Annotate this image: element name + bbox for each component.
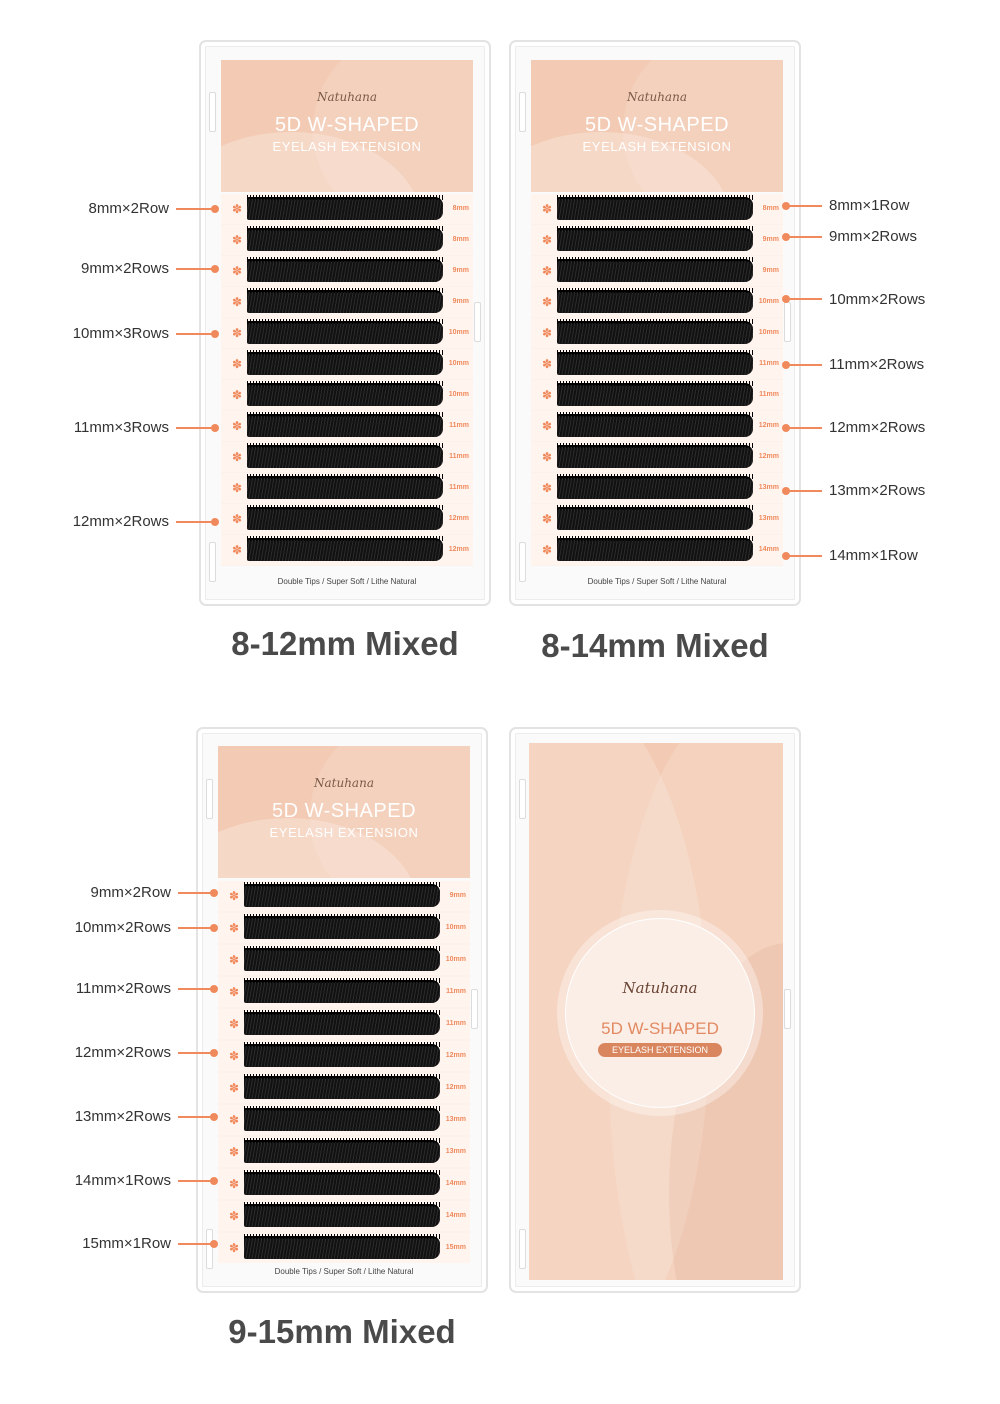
callout-label: 10mm×2Rows	[829, 291, 926, 308]
tray-clip	[519, 779, 526, 819]
lash-strip: ✽ 11mm	[218, 1009, 470, 1039]
lash-strip: ✽ 8mm	[531, 194, 783, 224]
tray-header-card	[531, 60, 783, 192]
callout-line	[176, 427, 216, 429]
lash-tray-8-14	[509, 40, 801, 606]
lash-strip: ✽ 11mm	[531, 380, 783, 410]
product-title: 5D W-SHAPED	[271, 800, 417, 822]
lash-strip: ✽ 12mm	[531, 411, 783, 441]
product-title: 5D W-SHAPED	[601, 1019, 719, 1038]
flower-icon: ✽	[228, 1049, 240, 1063]
tray-clip	[784, 302, 791, 342]
brand-logo: Natuhana	[622, 979, 698, 997]
callout-dot	[210, 1177, 218, 1185]
callout-dot	[211, 330, 219, 338]
callout-dot	[211, 265, 219, 273]
lash-strip-area	[221, 194, 473, 566]
lash-strip: ✽ 10mm	[218, 945, 470, 975]
callout-dot	[211, 424, 219, 432]
tray-clip	[474, 302, 481, 342]
flower-icon: ✽	[231, 233, 243, 247]
callout-line	[176, 521, 216, 523]
tray-clip	[519, 92, 526, 132]
tray-footer: Double Tips / Super Soft / Lithe Natural	[587, 577, 727, 586]
tray-clip	[206, 779, 213, 819]
flower-icon: ✽	[231, 357, 243, 371]
lash-strip: ✽ 10mm	[221, 349, 473, 379]
flower-icon: ✽	[541, 357, 553, 371]
callout-line	[178, 1243, 214, 1245]
callout-line	[178, 1052, 214, 1054]
lash-strip: ✽ 14mm	[531, 535, 783, 565]
flower-icon: ✽	[228, 953, 240, 967]
lash-strip: ✽ 10mm	[221, 380, 473, 410]
flower-icon: ✽	[228, 1177, 240, 1191]
flower-icon: ✽	[228, 1081, 240, 1095]
callout-label: 9mm×2Row	[90, 884, 171, 901]
lash-strip-area	[531, 194, 783, 566]
lash-strip: ✽ 13mm	[218, 1105, 470, 1135]
flower-icon: ✽	[228, 1017, 240, 1031]
flower-icon: ✽	[231, 512, 243, 526]
callout-line	[786, 364, 822, 366]
lash-strip: ✽ 9mm	[221, 287, 473, 317]
callout-line	[176, 208, 216, 210]
brand-logo: Natuhana	[627, 90, 687, 104]
lash-strip: ✽ 11mm	[531, 349, 783, 379]
callout-line	[178, 892, 214, 894]
flower-icon: ✽	[541, 326, 553, 340]
tray-caption: 9-15mm Mixed	[228, 1313, 456, 1350]
callout-label: 11mm×3Rows	[73, 419, 169, 436]
brand-logo: Natuhana	[317, 90, 377, 104]
flower-icon: ✽	[231, 202, 243, 216]
callout-line	[176, 268, 216, 270]
flower-icon: ✽	[541, 233, 553, 247]
cover-card	[529, 743, 783, 1280]
callout-line	[786, 427, 822, 429]
callout-line	[178, 927, 214, 929]
flower-icon: ✽	[228, 1241, 240, 1255]
callout-label: 8mm×1Row	[829, 197, 910, 214]
callout-line	[178, 988, 214, 990]
lash-strip: ✽ 11mm	[218, 977, 470, 1007]
callout-label: 14mm×1Row	[829, 547, 918, 564]
flower-icon: ✽	[231, 388, 243, 402]
brand-logo: Natuhana	[314, 776, 374, 790]
callout-dot	[210, 889, 218, 897]
lash-strip: ✽ 12mm	[221, 535, 473, 565]
callout-dot	[210, 924, 218, 932]
lash-strip: ✽ 10mm	[221, 318, 473, 348]
product-subtitle: EYELASH EXTENSION	[582, 139, 732, 154]
tray-header-card	[221, 60, 473, 192]
callout-label: 15mm×1Row	[82, 1235, 171, 1252]
tray-header-card	[218, 746, 470, 878]
tray-footer: Double Tips / Super Soft / Lithe Natural	[277, 577, 417, 586]
callout-label: 9mm×2Rows	[81, 260, 169, 277]
lash-strip-area	[218, 881, 470, 1261]
flower-icon: ✽	[231, 326, 243, 340]
lash-tray-9-15	[196, 727, 488, 1293]
lash-strip: ✽ 12mm	[218, 1041, 470, 1071]
callout-label: 11mm×2Rows	[75, 980, 171, 997]
flower-icon: ✽	[541, 450, 553, 464]
flower-icon: ✽	[541, 388, 553, 402]
lash-strip: ✽ 9mm	[531, 256, 783, 286]
lash-strip: ✽ 13mm	[218, 1137, 470, 1167]
tray-clip	[209, 92, 216, 132]
lash-strip: ✽ 11mm	[221, 442, 473, 472]
flower-icon: ✽	[228, 1113, 240, 1127]
lash-strip: ✽ 12mm	[531, 442, 783, 472]
callout-label: 11mm×2Rows	[829, 356, 925, 373]
callout-label: 13mm×2Rows	[829, 482, 926, 499]
lash-strip: ✽ 9mm	[531, 225, 783, 255]
flower-icon: ✽	[231, 543, 243, 557]
flower-icon: ✽	[541, 419, 553, 433]
callout-line	[786, 490, 822, 492]
product-subtitle: EYELASH EXTENSION	[269, 825, 419, 840]
flower-icon: ✽	[228, 985, 240, 999]
flower-icon: ✽	[541, 512, 553, 526]
tray-clip	[209, 542, 216, 582]
callout-label: 12mm×2Rows	[829, 419, 926, 436]
tray-footer: Double Tips / Super Soft / Lithe Natural	[274, 1267, 414, 1276]
callout-dot	[210, 1113, 218, 1121]
callout-label: 10mm×2Rows	[74, 919, 171, 936]
flower-icon: ✽	[228, 1209, 240, 1223]
tray-clip	[784, 989, 791, 1029]
callout-label: 9mm×2Rows	[829, 228, 917, 245]
cover-emblem	[565, 918, 755, 1108]
callout-dot	[211, 205, 219, 213]
flower-icon: ✽	[228, 921, 240, 935]
tray-clip	[519, 542, 526, 582]
callout-label: 8mm×2Row	[88, 200, 169, 217]
callout-dot	[210, 1240, 218, 1248]
callout-line	[178, 1116, 214, 1118]
flower-icon: ✽	[228, 1145, 240, 1159]
tray-clip	[206, 1229, 213, 1269]
callout-dot	[210, 1049, 218, 1057]
lash-strip: ✽ 13mm	[531, 473, 783, 503]
lash-strip: ✽ 9mm	[218, 881, 470, 911]
callout-line	[786, 236, 822, 238]
lash-strip: ✽ 10mm	[531, 318, 783, 348]
tray-caption: 8-14mm Mixed	[541, 627, 769, 664]
callout-label: 14mm×1Rows	[74, 1172, 171, 1189]
flower-icon: ✽	[541, 295, 553, 309]
flower-icon: ✽	[228, 889, 240, 903]
product-title: 5D W-SHAPED	[274, 114, 420, 136]
tray-clip	[471, 989, 478, 1029]
callout-line	[786, 205, 822, 207]
product-title: 5D W-SHAPED	[584, 114, 730, 136]
flower-icon: ✽	[541, 202, 553, 216]
lash-strip: ✽ 10mm	[531, 287, 783, 317]
callout-label: 10mm×3Rows	[72, 325, 169, 342]
lash-strip: ✽ 12mm	[218, 1073, 470, 1103]
lash-strip: ✽ 14mm	[218, 1201, 470, 1231]
lash-strip: ✽ 12mm	[221, 504, 473, 534]
lash-strip: ✽ 9mm	[221, 256, 473, 286]
tray-caption: 8-12mm Mixed	[231, 625, 459, 662]
tray-clip	[519, 1229, 526, 1269]
lash-strip: ✽ 8mm	[221, 194, 473, 224]
flower-icon: ✽	[231, 450, 243, 464]
callout-label: 12mm×2Rows	[72, 513, 169, 530]
flower-icon: ✽	[231, 295, 243, 309]
flower-icon: ✽	[541, 543, 553, 557]
callout-line	[786, 555, 822, 557]
callout-label: 13mm×2Rows	[74, 1108, 171, 1125]
flower-icon: ✽	[231, 264, 243, 278]
flower-icon: ✽	[541, 481, 553, 495]
lash-strip: ✽ 11mm	[221, 473, 473, 503]
product-subtitle: EYELASH EXTENSION	[272, 139, 422, 154]
callout-line	[786, 298, 822, 300]
lash-tray-cover	[509, 727, 801, 1293]
lash-strip: ✽ 14mm	[218, 1169, 470, 1199]
lash-strip: ✽ 11mm	[221, 411, 473, 441]
flower-icon: ✽	[541, 264, 553, 278]
lash-tray-8-12	[199, 40, 491, 606]
callout-dot	[211, 518, 219, 526]
callout-line	[176, 333, 216, 335]
lash-strip: ✽ 15mm	[218, 1233, 470, 1263]
callout-dot	[210, 985, 218, 993]
flower-icon: ✽	[231, 419, 243, 433]
flower-icon: ✽	[231, 481, 243, 495]
product-subtitle-badge: EYELASH EXTENSION	[598, 1043, 722, 1057]
lash-strip: ✽ 8mm	[221, 225, 473, 255]
lash-strip: ✽ 10mm	[218, 913, 470, 943]
lash-strip: ✽ 13mm	[531, 504, 783, 534]
callout-line	[178, 1180, 214, 1182]
callout-label: 12mm×2Rows	[74, 1044, 171, 1061]
